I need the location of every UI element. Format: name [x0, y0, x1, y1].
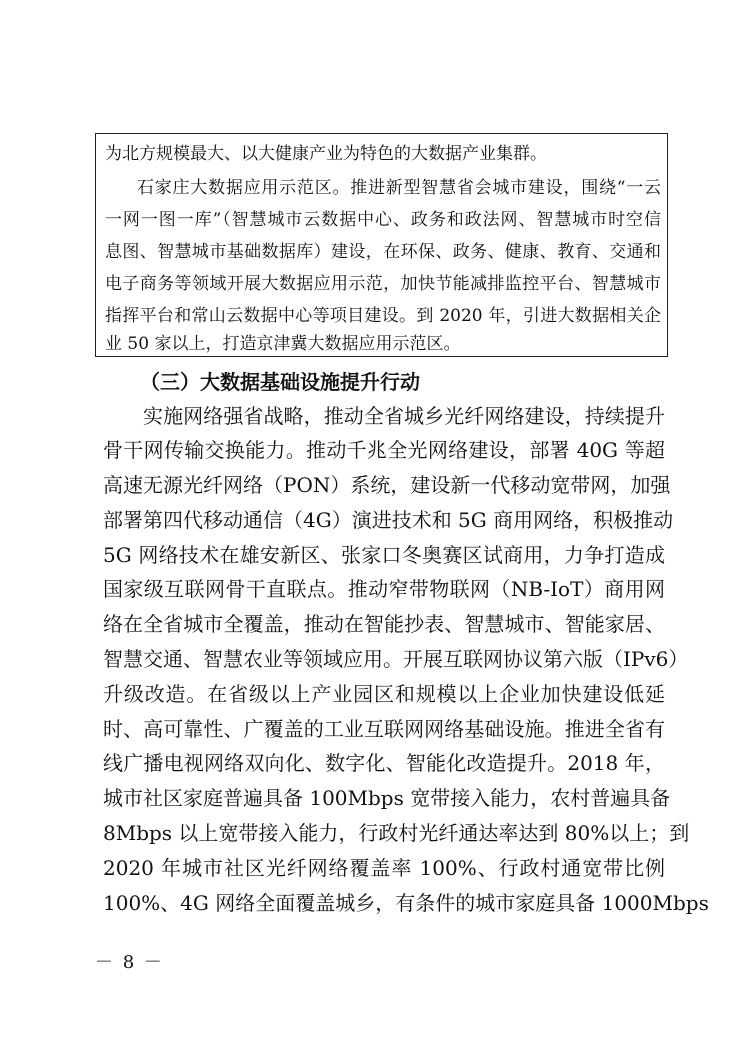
section-heading: （三）大数据基础设施提升行动: [140, 370, 420, 394]
body-paragraph-line: 络在全省城市全覆盖，推动在智能抄表、智慧城市、智能家居、: [103, 612, 665, 636]
body-paragraph-line: 城市社区家庭普遍具备 100Mbps 宽带接入能力，农村普遍具备: [103, 786, 671, 810]
box-paragraph-line: 指挥平台和常山云数据中心等项目建设。到 2020 年，引进大数据相关企: [105, 306, 661, 326]
body-paragraph-line: 智慧交通、智慧农业等领域应用。开展互联网协议第六版（IPv6）: [103, 647, 689, 671]
body-paragraph-line: 时、高可靠性、广覆盖的工业互联网网络基础设施。推进全省有: [103, 717, 665, 741]
box-paragraph-line: 息图、智慧城市基础数据库）建设，在环保、政务、健康、教育、交通和: [105, 242, 661, 262]
body-paragraph-line: 5G 网络技术在雄安新区、张家口冬奥赛区试商用，力争打造成: [103, 543, 665, 567]
box-paragraph-line: 电子商务等领域开展大数据应用示范，加快节能减排监控平台、智慧城市: [105, 274, 661, 294]
body-paragraph-line: 实施网络强省战略，推动全省城乡光纤网络建设，持续提升: [143, 404, 665, 428]
body-paragraph-line: 2020 年城市社区光纤网络覆盖率 100%、行政村通宽带比例: [103, 856, 665, 880]
body-paragraph-line: 升级改造。在省级以上产业园区和规模以上企业加快建设低延: [103, 682, 665, 706]
box-paragraph-line: 一网一图一库”（智慧城市云数据中心、政务和政法网、智慧城市时空信: [105, 210, 661, 230]
page-number: － 8 －: [95, 952, 164, 973]
body-paragraph-line: 高速无源光纤网络（PON）系统，建设新一代移动宽带网，加强: [103, 473, 671, 497]
body-paragraph-line: 线广播电视网络双向化、数字化、智能化改造提升。2018 年，: [103, 751, 665, 775]
box-paragraph-line: 业 50 家以上，打造京津冀大数据应用示范区。: [105, 334, 461, 354]
body-paragraph-line: 国家级互联网骨干直联点。推动窄带物联网（NB-IoT）商用网: [103, 577, 665, 601]
body-paragraph-line: 部署第四代移动通信（4G）演进技术和 5G 商用网络，积极推动: [103, 508, 674, 532]
body-paragraph-line: 骨干网传输交换能力。推动千兆全光网络建设，部署 40G 等超: [103, 438, 665, 462]
box-paragraph-line: 为北方规模最大、以大健康产业为特色的大数据产业集群。: [105, 144, 547, 164]
body-paragraph-line: 8Mbps 以上宽带接入能力，行政村光纤通达率达到 80%以上；到: [103, 821, 690, 845]
body-paragraph-line: 100%、4G 网络全面覆盖城乡，有条件的城市家庭具备 1000Mbps: [103, 891, 709, 915]
box-paragraph-line: 石家庄大数据应用示范区。推进新型智慧省会城市建设，围绕“一云: [137, 178, 661, 198]
